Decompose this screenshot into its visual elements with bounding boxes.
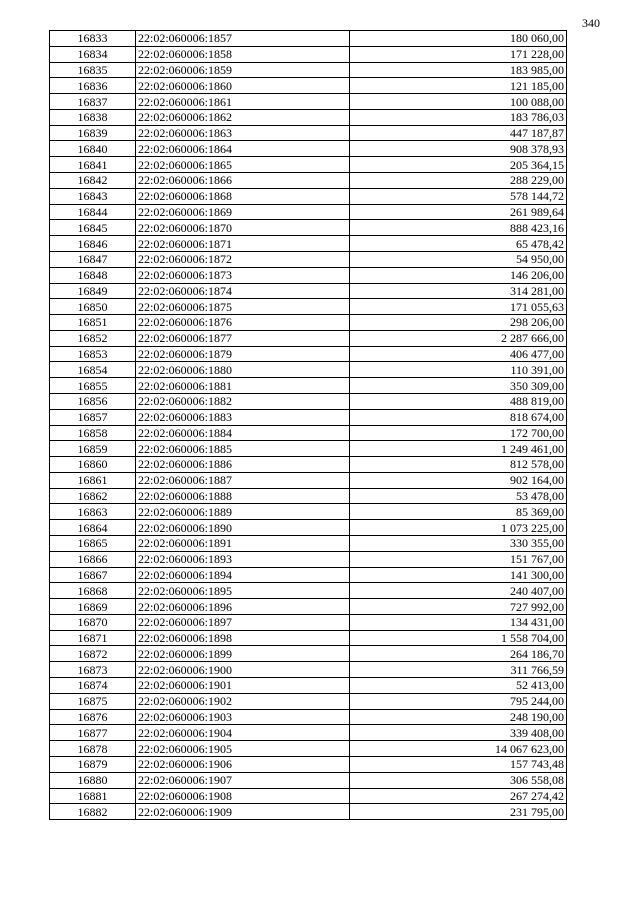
cadastral-number-cell: 22:02:060006:1891 [136,536,350,552]
row-number-cell: 16834 [50,46,136,62]
cadastral-value-cell: 1 558 704,00 [350,630,567,646]
table-row [50,362,567,378]
row-number-cell: 16851 [50,315,136,331]
cadastral-number-cell: 22:02:060006:1898 [136,630,350,646]
table-row [50,567,567,583]
cadastral-value-table [49,30,567,820]
table-row [50,804,567,820]
table-row [50,46,567,62]
table-row [50,504,567,520]
row-number-cell: 16866 [50,551,136,567]
cadastral-value-cell: 288 229,00 [350,173,567,189]
cadastral-number-cell: 22:02:060006:1880 [136,362,350,378]
row-number-cell: 16861 [50,472,136,488]
cadastral-number-cell: 22:02:060006:1904 [136,725,350,741]
row-number-cell: 16857 [50,409,136,425]
cadastral-value-cell: 65 478,42 [350,236,567,252]
row-number-cell: 16839 [50,125,136,141]
table-row [50,346,567,362]
cadastral-value-cell: 183 985,00 [350,62,567,78]
cadastral-value-cell: 171 055,63 [350,299,567,315]
cadastral-value-cell: 267 274,42 [350,788,567,804]
cadastral-value-cell: 110 391,00 [350,362,567,378]
row-number-cell: 16847 [50,251,136,267]
row-number-cell: 16875 [50,693,136,709]
cadastral-number-cell: 22:02:060006:1864 [136,141,350,157]
cadastral-value-cell: 240 407,00 [350,583,567,599]
cadastral-value-cell: 488 819,00 [350,393,567,409]
cadastral-value-cell: 146 206,00 [350,267,567,283]
table-row [50,725,567,741]
cadastral-value-cell: 54 950,00 [350,251,567,267]
row-number-cell: 16846 [50,236,136,252]
row-number-cell: 16872 [50,646,136,662]
row-number-cell: 16877 [50,725,136,741]
row-number-cell: 16856 [50,393,136,409]
cadastral-number-cell: 22:02:060006:1869 [136,204,350,220]
cadastral-value-cell: 141 300,00 [350,567,567,583]
table-row [50,693,567,709]
row-number-cell: 16881 [50,788,136,804]
row-number-cell: 16873 [50,662,136,678]
table-row [50,393,567,409]
cadastral-value-cell: 1 073 225,00 [350,520,567,536]
row-number-cell: 16867 [50,567,136,583]
cadastral-value-cell: 14 067 623,00 [350,741,567,757]
cadastral-value-cell: 231 795,00 [350,804,567,820]
table-row [50,741,567,757]
cadastral-number-cell: 22:02:060006:1860 [136,78,350,94]
cadastral-number-cell: 22:02:060006:1901 [136,678,350,694]
cadastral-value-cell: 100 088,00 [350,94,567,110]
cadastral-value-cell: 1 249 461,00 [350,441,567,457]
cadastral-number-cell: 22:02:060006:1902 [136,693,350,709]
cadastral-value-cell: 311 766,59 [350,662,567,678]
cadastral-number-cell: 22:02:060006:1888 [136,488,350,504]
row-number-cell: 16835 [50,62,136,78]
table-row [50,31,567,47]
row-number-cell: 16863 [50,504,136,520]
cadastral-value-cell: 447 187,87 [350,125,567,141]
cadastral-value-cell: 121 185,00 [350,78,567,94]
cadastral-value-cell: 888 423,16 [350,220,567,236]
row-number-cell: 16880 [50,772,136,788]
row-number-cell: 16854 [50,362,136,378]
page-number: 340 [582,16,600,30]
cadastral-value-cell: 134 431,00 [350,614,567,630]
table-row [50,299,567,315]
cadastral-value-cell: 2 287 666,00 [350,330,567,346]
table-row [50,709,567,725]
cadastral-value-cell: 578 144,72 [350,188,567,204]
cadastral-value-cell: 330 355,00 [350,536,567,552]
table-row [50,173,567,189]
table-row [50,472,567,488]
cadastral-value-cell: 908 378,93 [350,141,567,157]
cadastral-number-cell: 22:02:060006:1886 [136,457,350,473]
table-row [50,78,567,94]
row-number-cell: 16848 [50,267,136,283]
table-row [50,425,567,441]
cadastral-value-cell: 314 281,00 [350,283,567,299]
cadastral-number-cell: 22:02:060006:1894 [136,567,350,583]
cadastral-value-cell: 298 206,00 [350,315,567,331]
cadastral-number-cell: 22:02:060006:1863 [136,125,350,141]
row-number-cell: 16841 [50,157,136,173]
table-row [50,646,567,662]
table-row [50,457,567,473]
row-number-cell: 16864 [50,520,136,536]
table-row [50,772,567,788]
table-row [50,488,567,504]
cadastral-number-cell: 22:02:060006:1896 [136,599,350,615]
cadastral-number-cell: 22:02:060006:1858 [136,46,350,62]
cadastral-number-cell: 22:02:060006:1906 [136,756,350,772]
table-row [50,125,567,141]
cadastral-number-cell: 22:02:060006:1874 [136,283,350,299]
cadastral-number-cell: 22:02:060006:1908 [136,788,350,804]
row-number-cell: 16870 [50,614,136,630]
cadastral-number-cell: 22:02:060006:1885 [136,441,350,457]
cadastral-number-cell: 22:02:060006:1879 [136,346,350,362]
cadastral-number-cell: 22:02:060006:1909 [136,804,350,820]
cadastral-number-cell: 22:02:060006:1871 [136,236,350,252]
cadastral-value-cell: 183 786,03 [350,109,567,125]
row-number-cell: 16869 [50,599,136,615]
row-number-cell: 16868 [50,583,136,599]
cadastral-number-cell: 22:02:060006:1905 [136,741,350,757]
cadastral-value-cell: 350 309,00 [350,378,567,394]
table-row [50,788,567,804]
table-row [50,678,567,694]
cadastral-value-cell: 264 186,70 [350,646,567,662]
cadastral-number-cell: 22:02:060006:1870 [136,220,350,236]
row-number-cell: 16852 [50,330,136,346]
row-number-cell: 16845 [50,220,136,236]
row-number-cell: 16874 [50,678,136,694]
table-row [50,283,567,299]
cadastral-number-cell: 22:02:060006:1907 [136,772,350,788]
table-row [50,409,567,425]
row-number-cell: 16865 [50,536,136,552]
row-number-cell: 16840 [50,141,136,157]
cadastral-number-cell: 22:02:060006:1877 [136,330,350,346]
cadastral-value-cell: 812 578,00 [350,457,567,473]
cadastral-number-cell: 22:02:060006:1868 [136,188,350,204]
cadastral-number-cell: 22:02:060006:1881 [136,378,350,394]
cadastral-number-cell: 22:02:060006:1862 [136,109,350,125]
table-row [50,204,567,220]
row-number-cell: 16882 [50,804,136,820]
table-row [50,378,567,394]
cadastral-number-cell: 22:02:060006:1887 [136,472,350,488]
table-row [50,614,567,630]
cadastral-value-cell: 53 478,00 [350,488,567,504]
table-row [50,536,567,552]
cadastral-number-cell: 22:02:060006:1889 [136,504,350,520]
table-row [50,220,567,236]
cadastral-number-cell: 22:02:060006:1866 [136,173,350,189]
cadastral-number-cell: 22:02:060006:1872 [136,251,350,267]
row-number-cell: 16838 [50,109,136,125]
table-row [50,756,567,772]
cadastral-value-cell: 727 992,00 [350,599,567,615]
cadastral-value-cell: 157 743,48 [350,756,567,772]
cadastral-value-cell: 171 228,00 [350,46,567,62]
table-row [50,662,567,678]
cadastral-number-cell: 22:02:060006:1899 [136,646,350,662]
row-number-cell: 16859 [50,441,136,457]
cadastral-number-cell: 22:02:060006:1883 [136,409,350,425]
table-row [50,157,567,173]
row-number-cell: 16858 [50,425,136,441]
cadastral-value-cell: 248 190,00 [350,709,567,725]
table-row [50,188,567,204]
table-row [50,94,567,110]
table-row [50,62,567,78]
cadastral-number-cell: 22:02:060006:1903 [136,709,350,725]
cadastral-number-cell: 22:02:060006:1900 [136,662,350,678]
cadastral-value-cell: 306 558,08 [350,772,567,788]
row-number-cell: 16879 [50,756,136,772]
cadastral-number-cell: 22:02:060006:1884 [136,425,350,441]
cadastral-value-cell: 180 060,00 [350,31,567,47]
row-number-cell: 16862 [50,488,136,504]
cadastral-number-cell: 22:02:060006:1859 [136,62,350,78]
cadastral-value-cell: 85 369,00 [350,504,567,520]
cadastral-number-cell: 22:02:060006:1893 [136,551,350,567]
table-row [50,267,567,283]
row-number-cell: 16849 [50,283,136,299]
table-row [50,583,567,599]
table-row [50,236,567,252]
table-row [50,315,567,331]
table-row [50,251,567,267]
row-number-cell: 16836 [50,78,136,94]
cadastral-number-cell: 22:02:060006:1890 [136,520,350,536]
cadastral-value-cell: 818 674,00 [350,409,567,425]
table-row [50,630,567,646]
table-row [50,551,567,567]
cadastral-value-cell: 902 164,00 [350,472,567,488]
table-row [50,141,567,157]
table-row [50,520,567,536]
cadastral-value-cell: 795 244,00 [350,693,567,709]
table-body [50,31,567,820]
row-number-cell: 16837 [50,94,136,110]
cadastral-number-cell: 22:02:060006:1876 [136,315,350,331]
cadastral-value-cell: 172 700,00 [350,425,567,441]
table-row [50,109,567,125]
row-number-cell: 16850 [50,299,136,315]
cadastral-value-cell: 339 408,00 [350,725,567,741]
cadastral-number-cell: 22:02:060006:1865 [136,157,350,173]
cadastral-value-cell: 406 477,00 [350,346,567,362]
cadastral-number-cell: 22:02:060006:1875 [136,299,350,315]
row-number-cell: 16842 [50,173,136,189]
row-number-cell: 16878 [50,741,136,757]
cadastral-number-cell: 22:02:060006:1897 [136,614,350,630]
row-number-cell: 16876 [50,709,136,725]
cadastral-number-cell: 22:02:060006:1895 [136,583,350,599]
cadastral-number-cell: 22:02:060006:1873 [136,267,350,283]
table-row [50,441,567,457]
cadastral-value-cell: 52 413,00 [350,678,567,694]
row-number-cell: 16843 [50,188,136,204]
table-row [50,599,567,615]
row-number-cell: 16855 [50,378,136,394]
row-number-cell: 16860 [50,457,136,473]
row-number-cell: 16844 [50,204,136,220]
cadastral-value-cell: 205 364,15 [350,157,567,173]
row-number-cell: 16833 [50,31,136,47]
cadastral-number-cell: 22:02:060006:1882 [136,393,350,409]
cadastral-value-cell: 151 767,00 [350,551,567,567]
cadastral-value-cell: 261 989,64 [350,204,567,220]
cadastral-number-cell: 22:02:060006:1861 [136,94,350,110]
cadastral-number-cell: 22:02:060006:1857 [136,31,350,47]
row-number-cell: 16871 [50,630,136,646]
table-row [50,330,567,346]
row-number-cell: 16853 [50,346,136,362]
